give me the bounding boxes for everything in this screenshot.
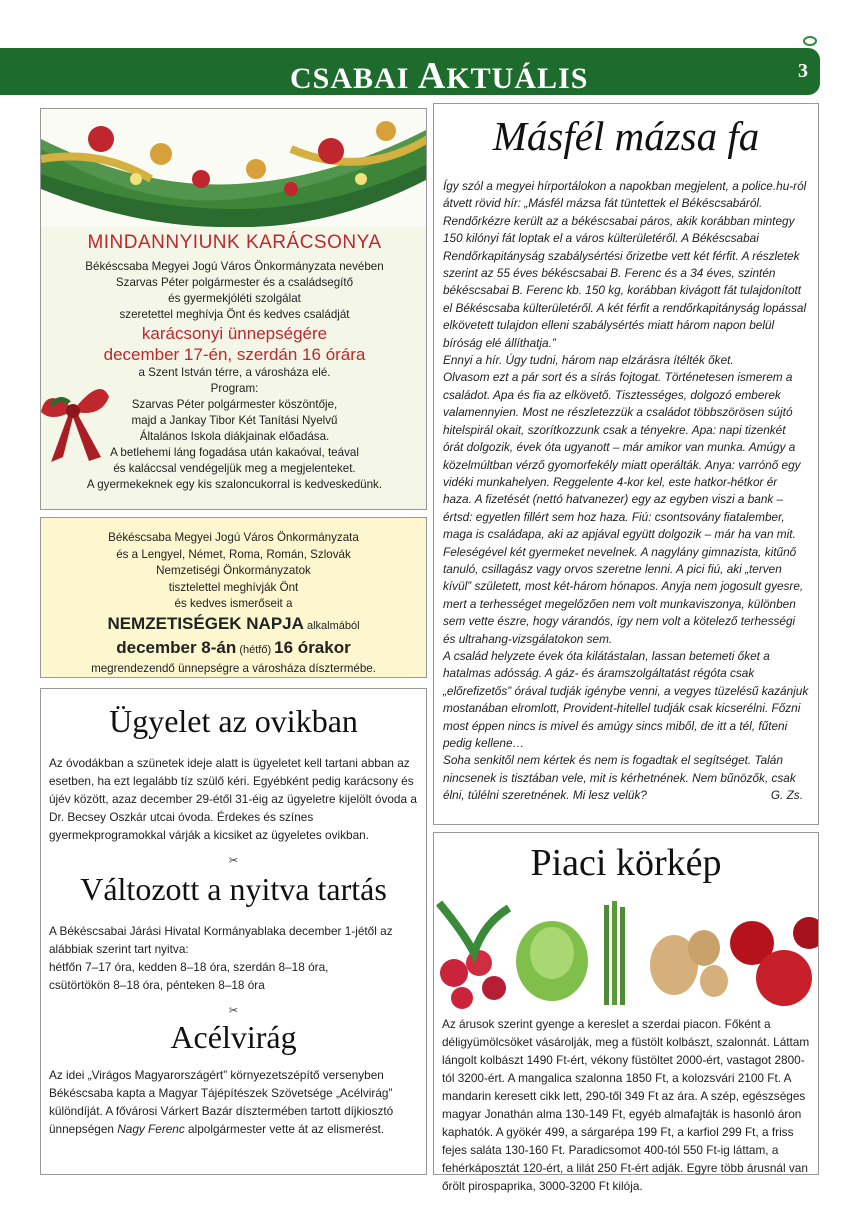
market-title: Piaci körkép (530, 842, 722, 884)
event-date: december 17-én, szerdán 16 órára (103, 345, 366, 364)
notices-box (40, 688, 427, 1175)
ugyelet-body: Az óvodákban a szünetek ideje alatt is ügyeletet kell tartani abban az esetben, ha ezt legalább tíz szülő kéri. Egyébként pedig karácsony és újév között, azaz december 29-étől 31-éig az ügyeletre kijelölt óvoda a Dr. Becsey Oszkár utcai óvoda. Érdekes és színes gyermekprogramokkal várják a kicsiket az ügyeletes ovikban. (49, 756, 417, 842)
page-header (0, 48, 820, 95)
text-line: és kaláccsal vendégeljük meg a megjelenteket. (113, 462, 356, 475)
text-line: Békéscsaba Megyei Jogú Város Önkormányzata (108, 531, 359, 544)
market-box (433, 832, 819, 1193)
scissors-separator-icon: ✂ (228, 855, 239, 867)
market-body: Az árusok szerint gyenge a kereslet a szerdai piacon. Főként a déligyümölcsöket vásárolják, meg a füstölt kolbászt, szalonnát. Láttam lángolt kolbászt 1490 Ft-ért, vékony füstöltet 2000-ért, vastagot 2800-tól 3200-ért. A mangalica szalonna 1850 Ft, a kolozsvári 2100 Ft. A mandarin keresett cikk lett, 290-től 349 Ft az ára. A szép, egészséges magyar Jonathán alma 130-149 Ft, egyéb almafajták is hasonló áron kaphatók. A gyökér 499, a sárgarépa 199 Ft, a karfiol 299 Ft, a friss fejes saláta 130-160 Ft. Paradicsomot 400-tól 550 Ft-ig láttam, a fehérkáposztát 120-ért, a lilát 250 Ft-ért adják. Egyre több árusnál van őrölt pirospaprika, 3000-3200 Ft kilója. (442, 1017, 810, 1193)
text-line: A gyermekeknek egy kis szaloncukorral is kedveskedünk. (86, 478, 383, 491)
text-line: Szarvas Péter polgármester köszöntője, (131, 398, 338, 411)
scissors-separator-icon: ✂ (228, 1005, 239, 1017)
text-line: Békéscsaba Megyei Jogú Város Önkormányzata nevében (85, 260, 384, 273)
christmas-title: MINDANNYIUNK KARÁCSONYA (87, 232, 382, 253)
produce-photo-image (434, 893, 818, 1011)
article-title: Másfél mázsa fa (492, 113, 760, 159)
christmas-garland-image (41, 109, 427, 227)
christmas-invitation-box (40, 108, 427, 510)
page-number: 3 (798, 60, 808, 82)
ugyelet-title: Ügyelet az ovikban (109, 703, 358, 739)
article-body (443, 178, 809, 805)
acelvirag-body: Az idei „Virágos Magyarországért” környezetszépítő versenyben Békéscsaba kapta a Magyar Tájépítészek Szövetsége „Acélvirág” különdíját. A fővárosi Várkert Bazár dísztermében tartott díjkiosztó ünnepségen Nagy Ferenc alpolgármester vette át az elismerést. (49, 1068, 394, 1136)
text-line: és gyermekjóléti szolgálat (168, 292, 301, 305)
text-line: szeretettel meghívja Önt és kedves családját (119, 308, 350, 321)
nyitva-hours: hétfőn 7–17 óra, kedden 8–18 óra, szerdán 8–18 óra, (49, 960, 329, 974)
text-line: majd a Jankay Tibor Két Tanítási Nyelvű (131, 414, 338, 427)
event-name: NEMZETISÉGEK NAPJA alkalmából (107, 613, 360, 633)
nyitva-hours: csütörtökön 8–18 óra, pénteken 8–18 óra (49, 978, 265, 992)
text-line: a Szent István térre, a városháza elé. (138, 366, 331, 379)
article-paragraph: Ennyi a hír. Úgy tudni, három nap elzárásra ítélték őket. (443, 353, 734, 368)
nyitva-title: Változott a nyitva tartás (80, 871, 387, 907)
article-box (433, 103, 819, 825)
event-date: december 8-án (hétfő) 16 órakor (116, 637, 351, 657)
publication-title: CSABAI AKTUÁLIS (290, 55, 589, 97)
article-paragraph: A család helyzete évek óta kilátástalan, lassan betemeti őket a hatalmas adósság. A gáz- és áramszolgáltatást régóta csak „előrefizetős” órával tudják igénybe venni, a vegyes tüzelésű kazánjuk mostanában elromlott, Provident-hitellel tudják csak kicserélni. Főzni most éppen nincs is mivel és amúgy sincs miből, de itt a tél, fűteni pedig kellene… (443, 648, 809, 750)
acelvirag-title: Acélvirág (170, 1019, 297, 1055)
text-line: Szarvas Péter polgármester és a családsegítő (115, 276, 354, 289)
text-line: Nemzetiségi Önkormányzatok (156, 564, 311, 577)
article-author: G. Zs. (770, 788, 803, 803)
article-closing: Soha senkitől nem kértek és nem is fogadtak el segítséget. Talán nincsenek is tisztában vele, mit is kérhetnének. Nem bűnözők, csak élni, túlélni szeretnének. Mi lesz velük? G. Zs. (443, 752, 809, 804)
article-paragraph: Olvasom ezt a pár sort és a sírás fojtogat. Történetesen ismerem a családot. Apa és fia az elkövető. Tisztességes, dolgozó emberek valamennyien. Most ne részletezzük a családot többszörösen sújtó hitelspirál okait, szorítkozzunk csak a tényekre. Apa: napi tizenkét órát dolgozik, évek óta ugyanott – már amikor van munka. Amúgy a közelmúltban vérző gyomorfekély miatt operálták. Anya: varrónő egy vidéki munkahelyen. Reggelente 4-kor kel, este hatkor-hétkor ér haza. A fizetését (nettó hatvanezer) egy az egyben viszi a bank – értsd: egyetlen fillért sem hoz haza. Fiú: csontsovány fiatalember, maga is családapa, aki az apjával együtt dolgozik – már ha van mit. Feleségével két gyermeket nevelnek. A nagylány gimnazista, kitűnő tanuló, csillagász vagy orvos szeretne lenni. A pici fiú, aki „terven kívül” született, most két-három hónapos. Anyja nem jogosult gyesre, mert a terhességet megelőzően nem volt munkaviszonya, különben sem vette észre, hogy várandós, így nem volt a kötelező terhességi és ultrahang-vizsgálatokon sem. (443, 370, 804, 646)
text-line: és kedves ismerőseit a (174, 597, 293, 610)
text-line: megrendezendő ünnepségre a városháza dísztermébe. (91, 661, 376, 675)
text-line: tisztelettel meghívják Önt (168, 580, 299, 594)
nationality-day-box (40, 517, 427, 678)
text-line: és a Lengyel, Német, Roma, Román, Szlovák (116, 547, 351, 561)
text-line: Program: (210, 382, 259, 395)
event-highlight: karácsonyi ünnepségére (141, 324, 328, 343)
christmas-invitation-text (41, 231, 427, 493)
nyitva-body: A Békéscsabai Járási Hivatal Kormányablaka december 1-jétől az alábbiak szerint tart nyitva: (49, 924, 393, 956)
article-paragraph: Így szól a megyei hírportálokon a napokban megjelent, a police.hu-ról átvett rövid hír: „Másfél mázsa fát tüntettek el Békéscsabáról. Rendőrkézre került az a békéscsabai páros, akik korábban mintegy 150 kilónyi fát loptak el a város külterületéről. A Békéscsabai Rendőrkapitányság szabálysértési őrizetbe vett két férfit. A részletek szerint az 55 éves békéscsabai B. Ferenc és a 34 éves, szintén békéscsabai B. Ferenc kb. 150 kg, korábban kivágott fát tulajdonított el Békéscsaba külterületéről. A két férfit a rendőrkapitányság lopással elkövetett tulajdon elleni szabálysértés miatt három napon belül bíróság elé állíthatja.” (443, 179, 807, 350)
text-line: A betlehemi láng fogadása után kakaóval, teával (110, 446, 359, 459)
decorative-swirl-icon (803, 36, 817, 46)
text-line: Általános Iskola diákjainak előadása. (139, 430, 330, 443)
